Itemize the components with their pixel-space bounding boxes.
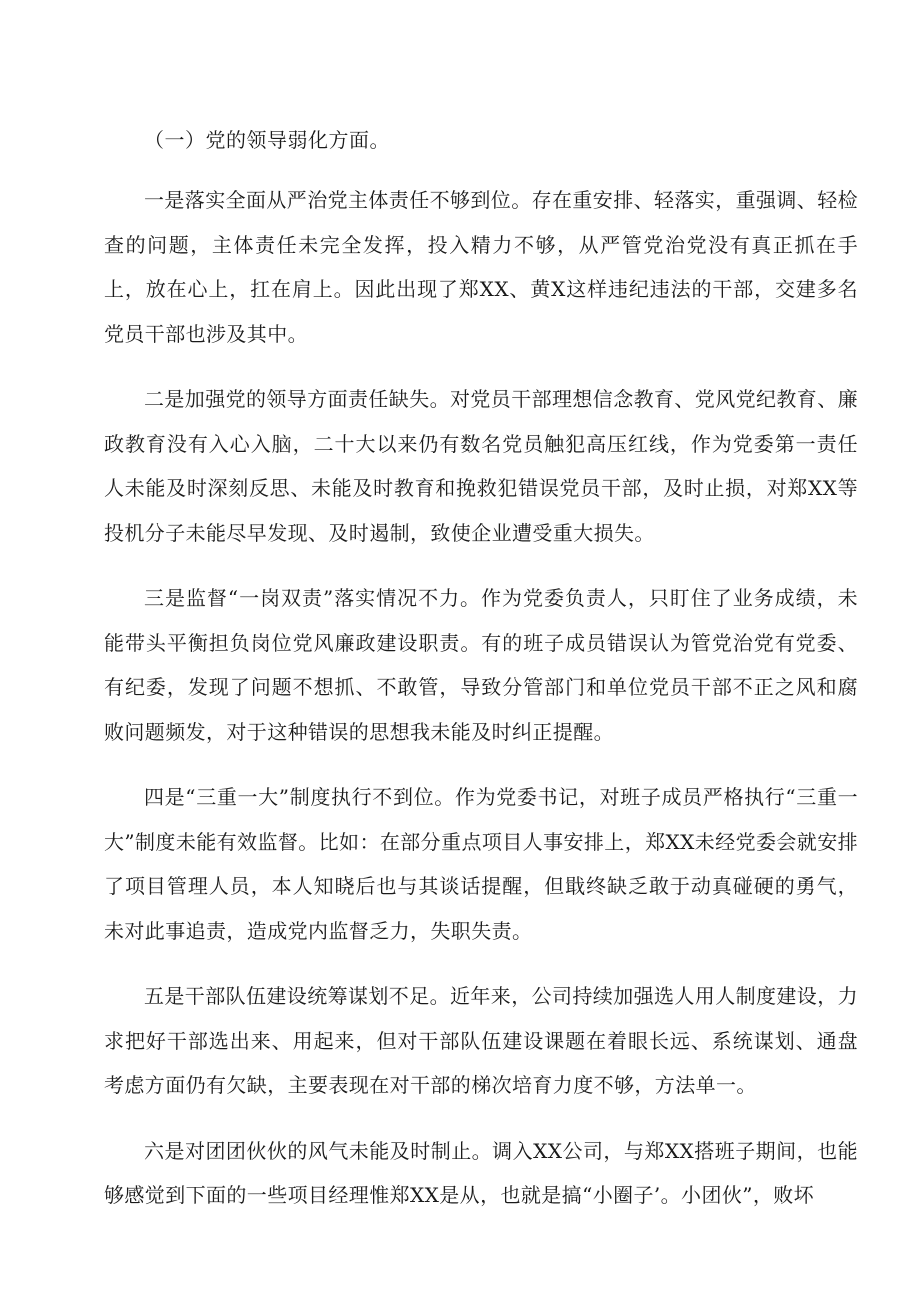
paragraph-3: 三是监督“一岗双责”落实情况不力。作为党委负责人，只盯住了业务成绩，未能带头平衡担负岗位党风廉政建设职责。有的班子成员错误认为管党治党有党委、有纪委，发现了问题不想抓、不敢管，导致分管部门和单位党员干部不正之风和腐败问题频发，对于这种错误的思想我未能及时纠正提醒。 [104, 586, 858, 744]
paragraph-4: 四是“三重一大”制度执行不到位。作为党委书记，对班子成员严格执行“三重一大”制度未能有效监督。比如：在部分重点项目人事安排上，郑XX未经党委会就安排了项目管理人员，本人知晓后也与其谈话提醒，但戢终缺乏敢于动真碰硬的勇气，未对此事追责，造成党内监督乏力，失职失责。 [104, 785, 858, 943]
paragraph-5: 五是干部队伍建设统筹谋划不足。近年来，公司持续加强选人用人制度建设，力求把好干部选出来、用起来，但对干部队伍建设课题在着眼长远、系统谋划、通盘考虑方面仍有欠缺，主要表现在对干部的梯次培育力度不够，方法单一。 [104, 984, 858, 1097]
paragraph-2: 二是加强党的领导方面责任缺失。对党员干部理想信念教育、党风党纪教育、廉政教育没有入心入脑，二十大以来仍有数名党员触犯高压红线，作为党委第一责任人未能及时深刻反思、未能及时教育和挽救犯错误党员干部，及时止损，对郑XX等投机分子未能尽早发现、及时遏制，致使企业遭受重大损失。 [104, 387, 858, 545]
document-body [104, 118, 858, 1239]
paragraph-1: 一是落实全面从严治党主体责任不够到位。存在重安排、轻落实，重强调、轻检查的问题，主体责任未完全发挥，投入精力不够，从严管党治党没有真正抓在手上，放在心上，扛在肩上。因此出现了郑XX、黄X这样违纪违法的干部，交建多名党员干部也涉及其中。 [104, 188, 858, 346]
paragraph-6: 六是对团团伙伙的风气未能及时制止。调入XX公司，与郑XX搭班子期间，也能够感觉到下面的一些项目经理惟郑XX是从，也就是搞“小圈子’。小团伙”，败坏 [104, 1138, 858, 1207]
section-heading: （一）党的领导弱化方面。 [144, 128, 390, 152]
